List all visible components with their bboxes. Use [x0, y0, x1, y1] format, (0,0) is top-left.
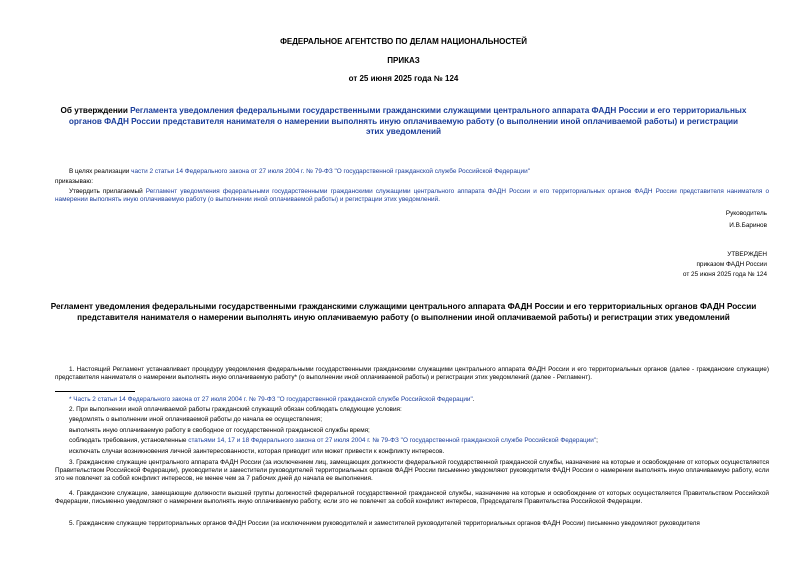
footnote-divider: [55, 391, 135, 392]
title-prefix: Об утверждении: [60, 106, 131, 115]
paragraph-2: 2. При выполнении иной оплачиваемой работы гражданский служащий обязан соблюдать следующие условия:: [69, 406, 402, 413]
paragraph-1: 1. Настоящий Регламент устанавливает процедуру уведомления федеральными государственными гражданскими служащими центрального аппарата ФАДН России и его территориальных органов (далее - гражданские служащие) представителя нанимателя о намерении выполнять иную оплачиваемую работу* (о выполнении иной оплачиваемой работы) и регистрации этих уведомлений (далее - Регламент).: [55, 366, 769, 381]
paragraph-3: 3. Гражданские служащие центрального аппарата ФАДН России (за исключением лиц, замещающих должности федеральной государственной гражданской службы, назначение на которые и освобождение от которых осуществляется Правительством Российской Федерации), руководители и заместители руководителей территориальных органов ФАДН России письменно уведомляют руководителя ФАДН России о намерении выполнять иную оплачиваемую работу, если это не повлечет за собой конфликт интересов, не менее чем за 7 рабочих дней до начала ее выполнения.: [55, 459, 769, 482]
preamble-prefix: В целях реализации: [69, 168, 132, 175]
document-date: от 25 июня 2025 года № 124: [348, 74, 459, 83]
paragraph-2a: уведомлять о выполнении иной оплачиваемой работы до начала ее осуществления;: [69, 416, 323, 423]
approve-prefix: Утвердить прилагаемый: [69, 188, 146, 195]
footnote-star: *: [69, 396, 74, 403]
title-regulation-link[interactable]: Регламента уведомления федеральными государственными гражданскими служащими центрального аппарата ФАДН России и его территориальных органов ФАДН России представителя нанимателя о намерении выполнять иную оплачиваемую работу (о выполнении иной оплачиваемой работы) и регистрации этих уведомлений: [68, 106, 747, 136]
paragraph-2c-end: ;: [596, 437, 598, 444]
document-type: ПРИКАЗ: [387, 56, 420, 65]
signature-name: И.В.Баринов: [729, 222, 767, 229]
paragraph-2c-prefix: соблюдать требования, установленные: [69, 437, 189, 444]
order-word: приказываю:: [55, 178, 93, 185]
approve-regulation-link[interactable]: Регламент уведомления федеральными государственными гражданскими служащими центрального аппарата ФАДН России и его территориальных органов ФАДН России представителя нанимателя о намерении выполнять иную оплачиваемую работу (о выполнении иной оплачиваемой работы) и регистрации этих уведомлений.: [55, 188, 769, 203]
footnote: [55, 396, 769, 404]
preamble-paragraph: [55, 168, 769, 176]
approved-order: приказом ФАДН России: [696, 261, 767, 268]
paragraph-5: 5. Гражданские служащие территориальных органов ФАДН России (за исключением руководителей и заместителей руководителей территориальных органов ФАДН России) письменно уведомляют руководителя: [69, 520, 700, 527]
footnote-law-link[interactable]: Часть 2 статьи 14 Федерального закона от 27 июля 2004 г. № 79-ФЗ "О государственной гражданской службе Российской Федерации": [73, 396, 473, 403]
agency-name: ФЕДЕРАЛЬНОЕ АГЕНТСТВО ПО ДЕЛАМ НАЦИОНАЛЬНОСТЕЙ: [280, 37, 527, 46]
preamble-law-link[interactable]: части 2 статьи 14 Федерального закона от 27 июля 2004 г. № 79-ФЗ "О государственной гражданской службе Российской Федерации": [131, 168, 530, 175]
paragraph-2c-law-link[interactable]: статьями 14, 17 и 18 Федерального закона от 27 июля 2004 г. № 79-ФЗ "О государственной гражданской службе Российской Федерации": [188, 437, 597, 444]
signature-position: Руководитель: [725, 210, 767, 217]
approved-date: от 25 июня 2025 года № 124: [682, 271, 767, 278]
paragraph-2d: исключать случаи возникновения личной заинтересованности, которая приводит или может привести к конфликту интересов.: [69, 448, 445, 455]
paragraph-4: 4. Гражданские служащие, замещающие должности высшей группы должностей федеральной государственной гражданской службы, назначение на которые и освобождение от которых осуществляется Правительством Российской Федерации, письменно уведомляют о намерении выполнять иную оплачиваемую работу, если это не повлечет за собой конфликт интересов, Председателя Правительства Российской Федерации.: [55, 490, 769, 505]
footnote-end: .: [472, 396, 475, 403]
document-title: [60, 106, 747, 138]
paragraph-2c: [55, 437, 769, 445]
paragraph-2b: выполнять иную оплачиваемую работу в свободное от государственной гражданской службы время;: [69, 427, 370, 434]
regulation-title: Регламент уведомления федеральными государственными гражданскими служащими центрального аппарата ФАДН России и его территориальных органов ФАДН России представителя нанимателя о намерении выполнять иную оплачиваемую работу (о выполнении иной оплачиваемой работы) и регистрации этих уведомлений: [50, 302, 757, 322]
approved-label: УТВЕРЖДЕН: [727, 251, 767, 258]
approve-paragraph: [55, 188, 769, 204]
